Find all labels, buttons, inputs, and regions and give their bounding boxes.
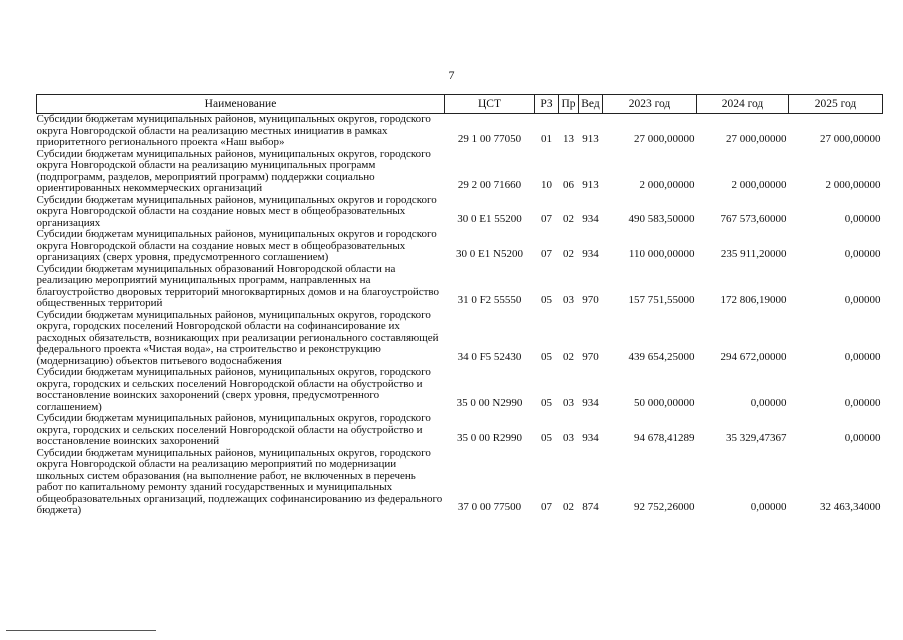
table-header-row bbox=[37, 95, 883, 114]
table-row bbox=[37, 229, 883, 264]
row-rz: 07 bbox=[541, 500, 552, 513]
row-ved: 934 bbox=[582, 247, 599, 260]
row-2025: 2 000,00000 bbox=[825, 178, 881, 191]
header-ved: Вед bbox=[579, 95, 603, 114]
row-cst: 37 0 00 77500 bbox=[457, 500, 522, 513]
row-2025: 0,00000 bbox=[844, 247, 881, 260]
table-row bbox=[37, 310, 883, 368]
row-name: Субсидии бюджетам муниципальных районов, муниципальных округов, городского округа, городских поселений Новгородской области на софинансирование их расходных обязательств, возникающих при реализации регионального составляющей федерального проекта «Чистая вода», на строительство и реконструкцию (модернизацию) объектов питьевого водоснабжения bbox=[36, 308, 439, 367]
row-name: Субсидии бюджетам муниципальных районов, муниципальных округов, городского округа Новгородской области на реализацию местных инициатив в рамках приоритетного регионального проекта «Наш выбор» bbox=[36, 113, 431, 148]
row-2024: 0,00000 bbox=[750, 397, 787, 409]
page-number: 7 bbox=[448, 68, 455, 82]
row-2024: 767 573,60000 bbox=[720, 213, 787, 225]
row-rz: 01 bbox=[541, 132, 552, 145]
row-cst: 31 0 F2 55550 bbox=[457, 293, 522, 306]
header-pr: Пр bbox=[559, 95, 579, 114]
row-ved: 913 bbox=[582, 178, 599, 191]
row-pr: 02 bbox=[563, 247, 574, 260]
row-2025: 27 000,00000 bbox=[820, 132, 881, 145]
row-cst: 35 0 00 R2990 bbox=[456, 431, 523, 444]
row-2025: 0,00000 bbox=[844, 293, 881, 306]
row-cst: 30 0 E1 N5200 bbox=[456, 247, 523, 260]
header-rz: РЗ bbox=[535, 95, 559, 114]
row-name: Субсидии бюджетам муниципальных районов, муниципальных округов, городского округа, городских и сельских поселений Новгородской области на обустройство и восстановление воинских захоронений (сверх уровня, предусмотренного соглашением) bbox=[36, 366, 431, 413]
row-pr: 03 bbox=[563, 397, 574, 409]
row-2025: 32 463,34000 bbox=[820, 500, 881, 513]
row-pr: 03 bbox=[563, 431, 574, 444]
row-pr: 06 bbox=[563, 178, 574, 191]
row-cst: 29 2 00 71660 bbox=[457, 178, 522, 191]
table-row bbox=[37, 448, 883, 517]
row-ved: 874 bbox=[582, 500, 599, 513]
row-rz: 07 bbox=[541, 247, 552, 260]
row-ved: 934 bbox=[582, 213, 599, 225]
row-2024: 294 672,00000 bbox=[720, 351, 787, 363]
row-pr: 02 bbox=[563, 500, 574, 513]
row-ved: 970 bbox=[582, 351, 599, 363]
row-2023: 2 000,00000 bbox=[639, 178, 695, 191]
row-cst: 29 1 00 77050 bbox=[457, 132, 522, 145]
row-2025: 0,00000 bbox=[844, 213, 881, 225]
row-pr: 03 bbox=[563, 293, 574, 306]
row-2023: 157 751,55000 bbox=[628, 293, 695, 306]
row-name: Субсидии бюджетам муниципальных районов, муниципальных округов и городского округа Новгородской области на создание новых мест в общеобразовательных организациях (сверх уровня, предусмотренного соглашением) bbox=[36, 228, 437, 263]
row-2023: 490 583,50000 bbox=[628, 213, 695, 225]
table-row bbox=[37, 149, 883, 195]
row-ved: 934 bbox=[582, 397, 599, 409]
row-name: Субсидии бюджетам муниципальных районов, муниципальных округов, городского округа, городских и сельских поселений Новгородской области на обустройство и восстановление воинских захоронений bbox=[36, 412, 431, 447]
row-2024: 2 000,00000 bbox=[731, 178, 787, 191]
row-cst: 30 0 E1 55200 bbox=[457, 213, 522, 225]
row-name: Субсидии бюджетам муниципальных районов, муниципальных округов, городского округа Новгородской области на реализацию мероприятий по модернизации школьных систем образования (на выполнение работ, не включенных в перечень работ по капитальному ремонту зданий государственных и муниципальных общеобразовательных организаций, подлежащих софинансированию из федерального бюджета) bbox=[36, 446, 443, 516]
row-2023: 50 000,00000 bbox=[634, 397, 695, 409]
row-rz: 05 bbox=[541, 431, 552, 444]
row-cst: 34 0 F5 52430 bbox=[457, 351, 522, 363]
budget-table bbox=[36, 94, 883, 517]
row-pr: 02 bbox=[563, 351, 574, 363]
table-row bbox=[37, 264, 883, 310]
row-2025: 0,00000 bbox=[844, 431, 881, 444]
header-2023: 2023 год bbox=[603, 95, 697, 114]
footnote-rule bbox=[6, 630, 156, 631]
row-name: Субсидии бюджетам муниципальных районов, муниципальных округов, городского округа Новгородской области на реализацию муниципальных программ (подпрограмм, разделов, мероприятий программ) поддержки социально ориентированных некоммерческих организаций bbox=[36, 147, 431, 194]
row-rz: 05 bbox=[541, 351, 552, 363]
row-2024: 172 806,19000 bbox=[720, 293, 787, 306]
row-2024: 0,00000 bbox=[750, 500, 787, 513]
row-2023: 27 000,00000 bbox=[634, 132, 695, 145]
row-2025: 0,00000 bbox=[844, 397, 881, 409]
row-ved: 934 bbox=[582, 431, 599, 444]
header-cst: ЦСТ bbox=[445, 95, 535, 114]
row-2023: 439 654,25000 bbox=[628, 351, 695, 363]
row-name: Субсидии бюджетам муниципальных образований Новгородской области на реализацию мероприятий муниципальных программ, направленных на благоустройство дворовых территорий многоквартирных домов и на благоустройство общественных территорий bbox=[36, 262, 440, 309]
row-2023: 94 678,41289 bbox=[634, 431, 695, 444]
row-rz: 07 bbox=[541, 213, 552, 225]
row-rz: 05 bbox=[541, 293, 552, 306]
row-2024: 35 329,47367 bbox=[726, 431, 787, 444]
row-ved: 970 bbox=[582, 293, 599, 306]
table-row bbox=[37, 367, 883, 413]
row-rz: 05 bbox=[541, 397, 552, 409]
header-name: Наименование bbox=[37, 95, 445, 114]
row-2023: 110 000,00000 bbox=[628, 247, 695, 260]
row-pr: 02 bbox=[563, 213, 574, 225]
table-row bbox=[37, 195, 883, 230]
table-row bbox=[37, 114, 883, 149]
header-2024: 2024 год bbox=[697, 95, 789, 114]
row-2025: 0,00000 bbox=[844, 351, 881, 363]
header-2025: 2025 год bbox=[789, 95, 883, 114]
row-name: Субсидии бюджетам муниципальных районов, муниципальных округов и городского округа Новгородской области на создание новых мест в общеобразовательных организациях bbox=[36, 193, 437, 229]
row-2024: 27 000,00000 bbox=[726, 132, 787, 145]
row-2024: 235 911,20000 bbox=[720, 247, 787, 260]
row-rz: 10 bbox=[541, 178, 552, 191]
row-ved: 913 bbox=[582, 132, 599, 145]
row-cst: 35 0 00 N2990 bbox=[456, 397, 523, 409]
table-row bbox=[37, 413, 883, 448]
row-pr: 13 bbox=[563, 132, 574, 145]
row-2023: 92 752,26000 bbox=[634, 500, 695, 513]
